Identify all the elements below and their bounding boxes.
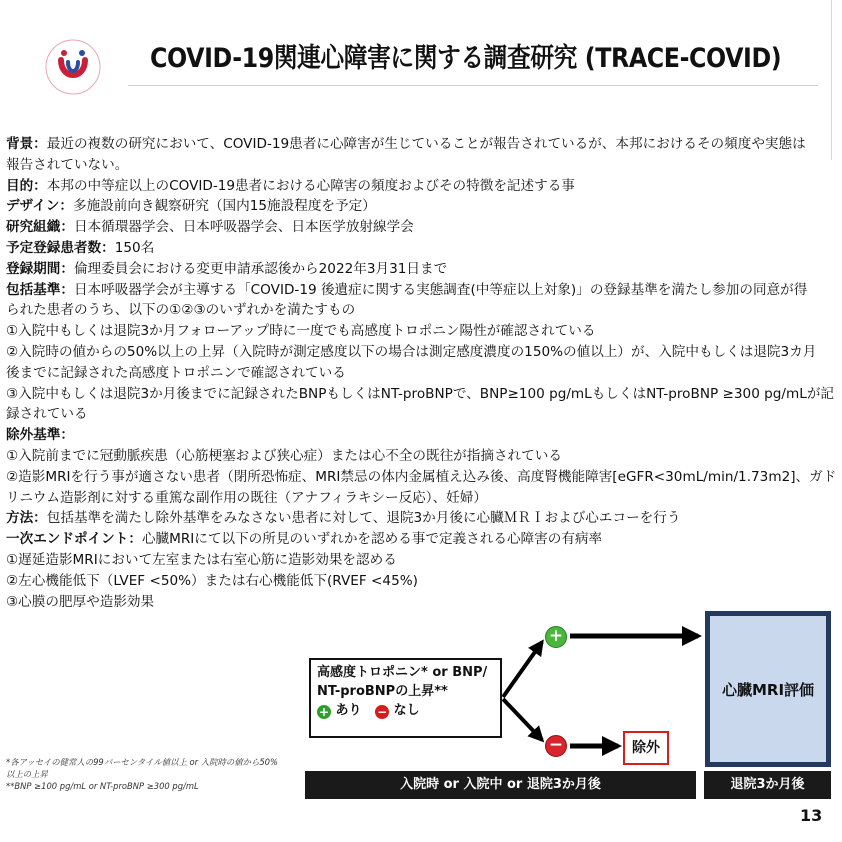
line-text: ②左心機能低下（LVEF <50%）または右心機能低下(RVEF <45%)	[6, 572, 418, 589]
mri-label: 心臓MRI評価	[721, 680, 815, 699]
troponin-criteria-box	[309, 658, 502, 738]
line-text: ①遅延造影MRIにおいて左室または右室心筋に造影効果を認める	[6, 551, 397, 568]
branch-up-arrow	[503, 642, 542, 697]
line-label: 研究組織：	[6, 219, 74, 236]
timing-bar-admission: 入院時 or 入院中 or 退院3か月後	[305, 771, 696, 799]
line-label: デザイン：	[6, 198, 74, 215]
troponin-line1: 高感度トロポニン* or BNP/	[317, 665, 488, 680]
line-text: 150名	[114, 239, 155, 256]
branch-down-arrow	[503, 699, 542, 740]
timing-bar-3months: 退院3か月後	[704, 771, 831, 799]
page-number: 13	[800, 806, 823, 825]
line-text: 心臓MRIにて以下の所見のいずれかを認める事で定義される心障害の有病率	[141, 531, 603, 548]
line-text: ③心膜の肥厚や造影効果	[6, 593, 155, 610]
line-text: 多施設前向き観察研究（国内15施設程度を予定）	[73, 198, 376, 215]
footnotes	[6, 756, 301, 792]
line-text: 倫理委員会における変更申請承認後から2022年3月31日まで	[73, 260, 448, 277]
line-text: リニウム造影剤に対する重篤な副作用の既往（アナフィラキシー反応）、妊婦）	[6, 489, 487, 506]
line-text: ③入院中もしくは退院3か月後までに記録されたBNPもしくはNT-proBNPで、BNP≥100 pg/mLもしくはNT-proBNP ≥300 pg/mLが記	[6, 385, 835, 402]
yes-label: あり	[335, 703, 362, 718]
exclusion-box: 除外	[623, 731, 669, 765]
line-text: 最近の複数の研究において、COVID-19患者に心障害が生じていることが報告されているが、本邦におけるその頻度や実態は	[46, 136, 806, 152]
plus-legend-icon: +	[318, 705, 330, 719]
line-text: 包括基準を満たし除外基準をみなさない患者に対して、退院3か月後に心臓ＭＲＩおよび心エコーを行う	[46, 510, 681, 527]
line-text: ①入院中もしくは退院3か月フォローアップ時に一度でも高感度トロポニン陽性が確認されている	[6, 323, 596, 340]
line-label: 除外基準：	[6, 427, 74, 444]
page-title: COVID-19関連心障害に関する調査研究 (TRACE-COVID)	[150, 43, 782, 74]
line-text: ①入院前までに冠動脈疾患（心筋梗塞および狭心症）または心不全の既往が指摘されている	[6, 447, 562, 464]
line-label: 包括基準：	[6, 281, 74, 298]
line-text: 報告されていない。	[6, 156, 129, 173]
line-label: 背景：	[6, 136, 47, 152]
line-label: 目的：	[6, 177, 47, 194]
troponin-line2: NT-proBNPの上昇**	[317, 684, 448, 699]
line-label: 一次エンドポイント：	[6, 531, 142, 548]
no-label: なし	[393, 703, 420, 718]
line-text: ②造影MRIを行う事が適さない患者（閉所恐怖症、MRI禁忌の体内金属植え込み後、高度腎機能障害[eGFR<30mL/min/1.73m2]、ガド	[6, 468, 837, 485]
line-label: 方法：	[6, 510, 47, 527]
legend-row	[317, 701, 494, 720]
line-text: 後までに記録された高感度トロポニンで確認されている	[6, 364, 346, 381]
line-label: 予定登録患者数：	[6, 239, 115, 256]
footnote-line: 以上の上昇	[6, 769, 48, 779]
footnote-line: **BNP ≥100 pg/mL or NT-proBNP ≥300 pg/mL	[6, 781, 199, 791]
line-text: 日本循環器学会、日本呼吸器学会、日本医学放射線学会	[73, 219, 414, 236]
positive-icon: +	[545, 626, 567, 648]
line-text: 日本呼吸器学会が主導する「COVID-19 後遺症に関する実態調査(中等症以上対象)」の登録基準を満たし参加の同意が得	[73, 281, 808, 298]
negative-icon: −	[545, 735, 567, 757]
line-text: られた患者のうち、以下の①②③のいずれかを満たすもの	[6, 302, 356, 319]
line-text: 本邦の中等症以上のCOVID-19患者における心障害の頻度およびその特徴を記述する事	[46, 177, 575, 194]
footnote-line: *各アッセイの健常人の99パーセンタイル値以上 or 入院時の値から50%	[6, 757, 278, 767]
line-text: ②入院時の値からの50%以上の上昇（入院時が測定感度以下の場合は測定感度濃度の150%の値以上）が、入院中もしくは退院3カ月	[6, 343, 817, 360]
line-text: 録されている	[6, 406, 88, 423]
mri-evaluation-box	[705, 611, 831, 767]
minus-legend-icon: −	[377, 705, 388, 719]
line-label: 登録期間：	[6, 260, 74, 277]
